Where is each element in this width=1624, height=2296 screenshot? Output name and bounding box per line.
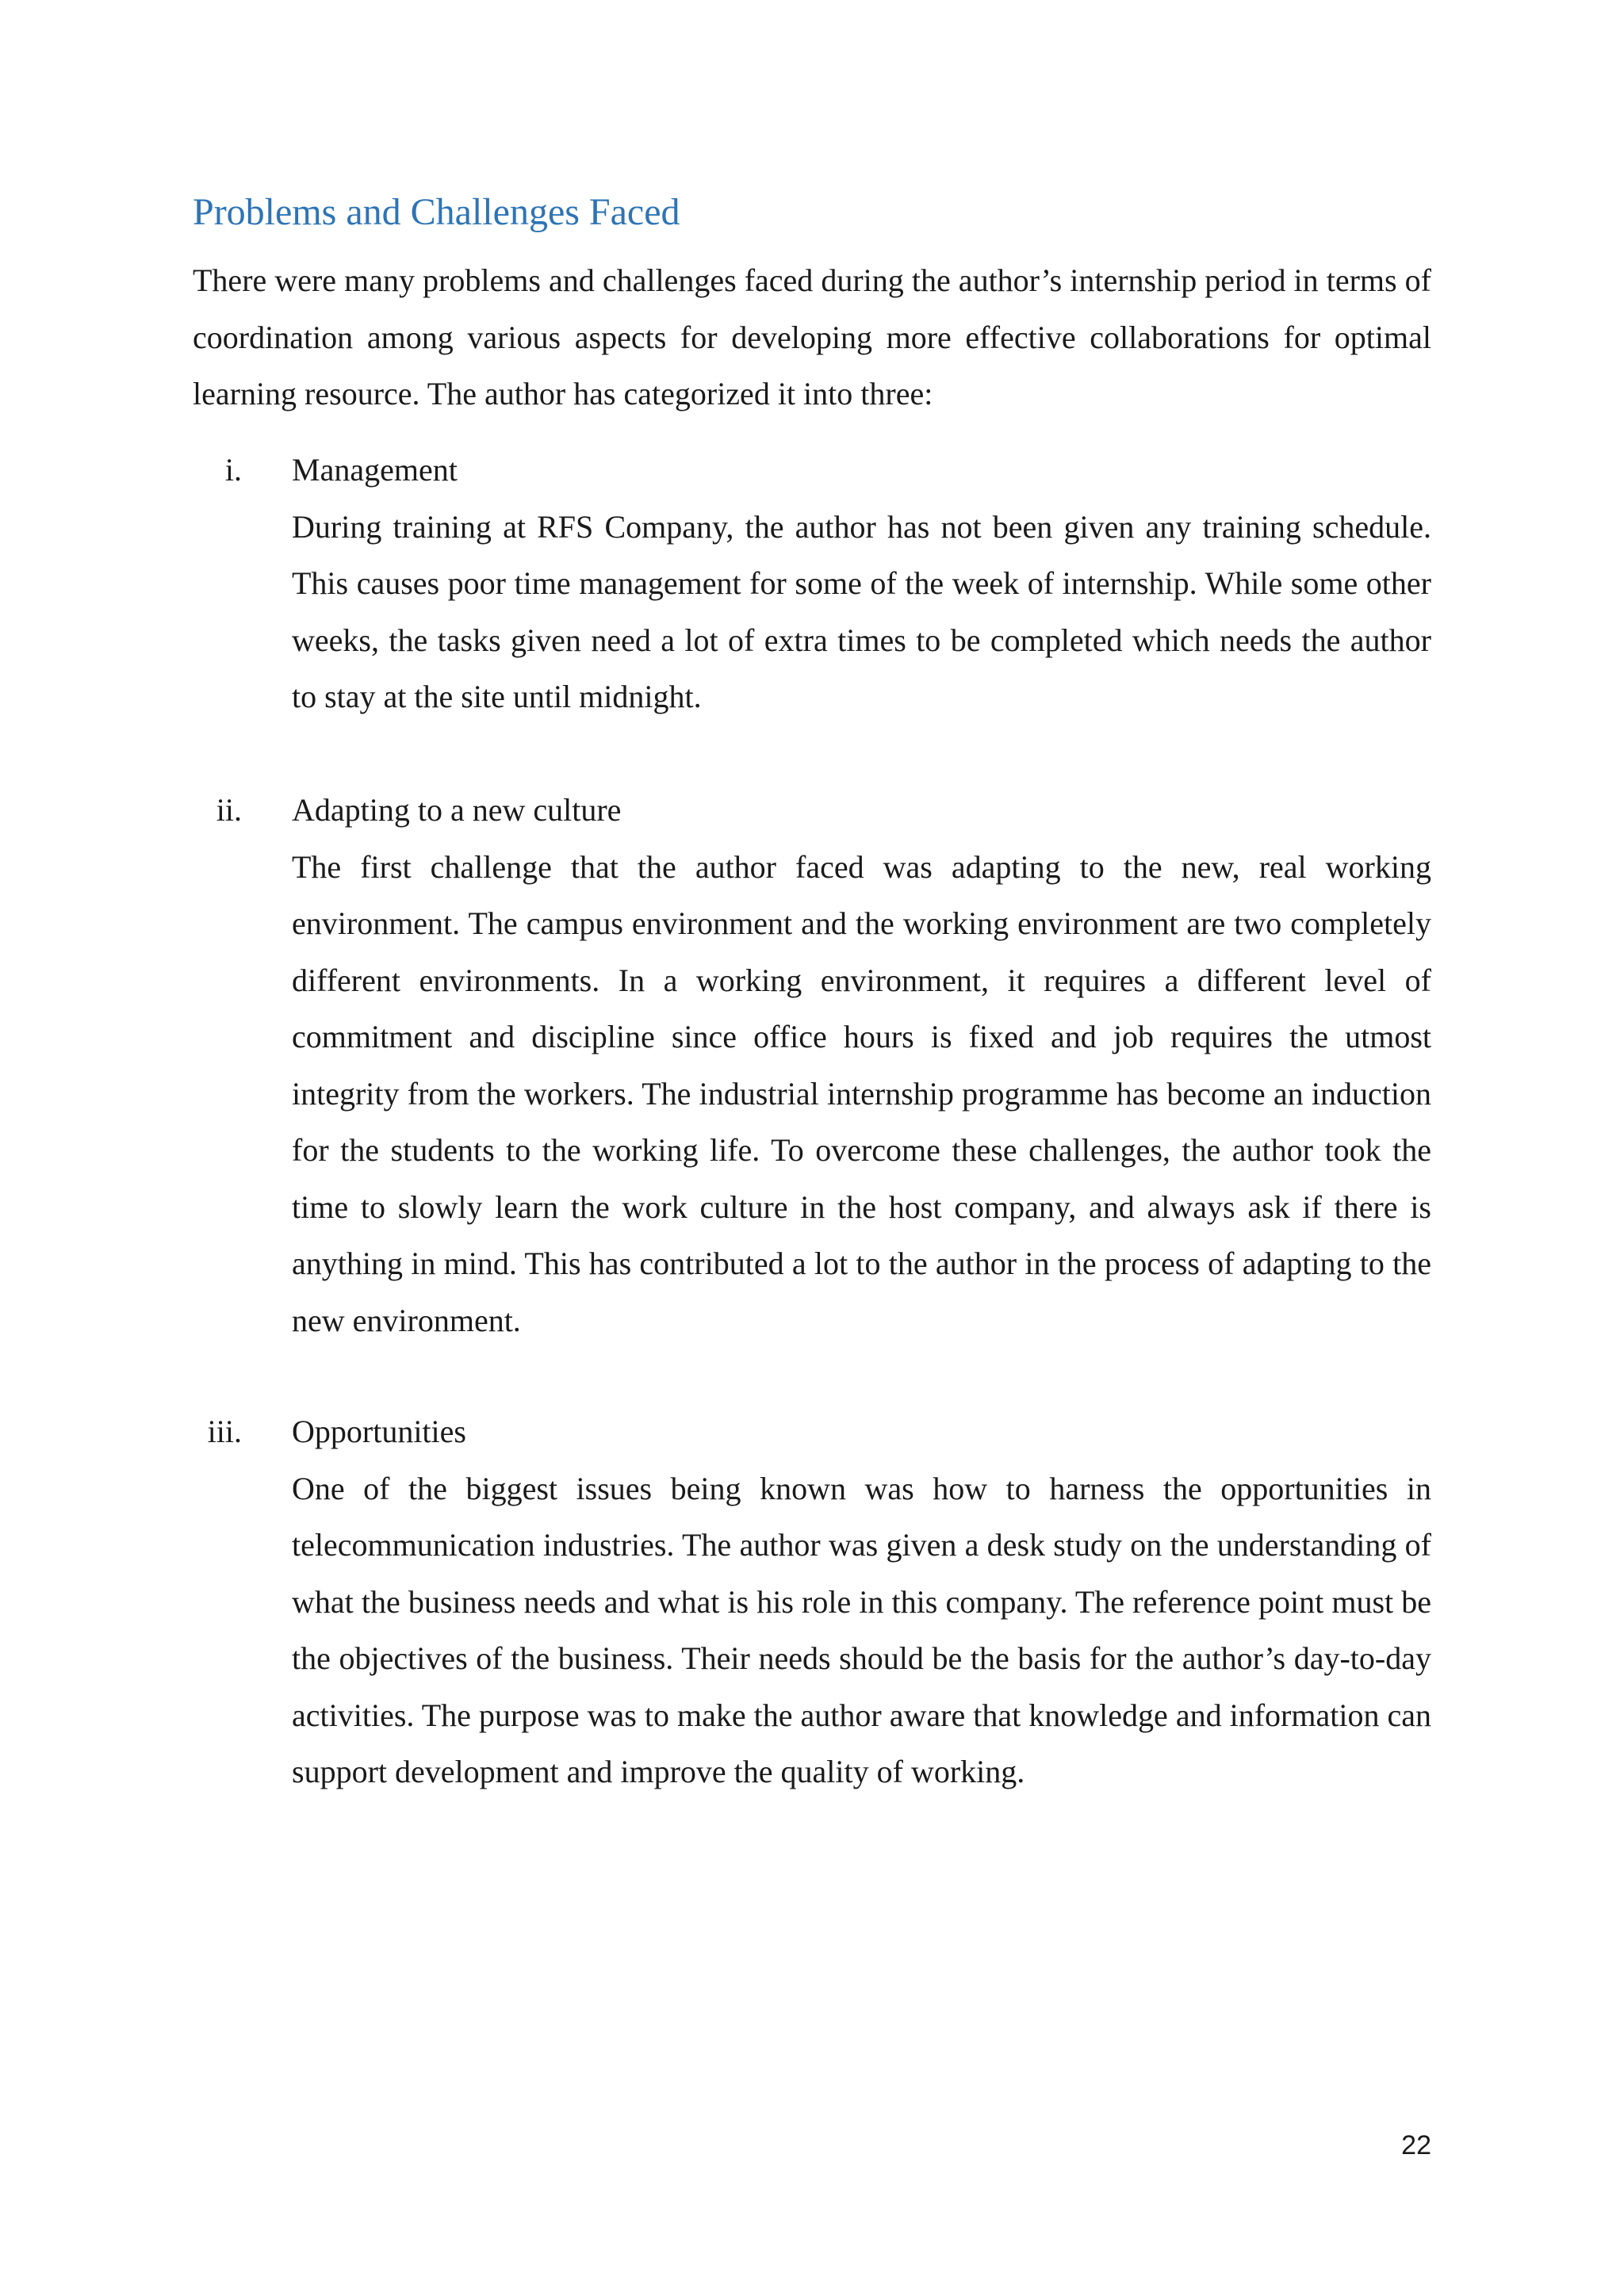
list-item-numeral: ii. [216,792,242,828]
section-heading: Problems and Challenges Faced [193,191,680,233]
list-item-title: Adapting to a new culture [292,792,622,828]
page-number: 22 [1401,2130,1431,2160]
list-item-title: Management [292,452,458,488]
intro-paragraph: There were many problems and challenges faced during the author’s internship period in terms of coordination among various aspects for developing more effective collaborations for optimal learning resource. The author has categorized it into three: [193,262,1431,411]
list-item-numeral: i. [224,452,242,488]
list-item-body: One of the biggest issues being known was how to harness the opportunities in telecommunication industries. The author was given a desk study on the understanding of what the business needs and what is his role in this company. The reference point must be the objectives of the business. Their needs should be the basis for the author’s day-to-day activities. The purpose was to make the author aware that knowledge and information can support development and improve the quality of working. [292,1470,1431,1789]
list-item-body: During training at RFS Company, the author has not been given any training schedule. This causes poor time management for some of the week of internship. While some other weeks, the tasks given need a lot of extra times to be completed which needs the author to stay at the site until midnight. [292,508,1431,714]
list-item-body: The first challenge that the author faced was adapting to the new, real working environment. The campus environment and the working environment are two completely different environments. In a working environment, it requires a different level of commitment and discipline since office hours is fixed and job requires the utmost integrity from the workers. The industrial internship programme has become an induction for the students to the working life. To overcome these challenges, the author took the time to slowly learn the work culture in the host company, and always ask if there is anything in mind. This has contributed a lot to the author in the process of adapting to the new environment. [292,848,1431,1338]
list-item-title: Opportunities [292,1414,466,1449]
list-item-numeral: iii. [207,1414,242,1449]
